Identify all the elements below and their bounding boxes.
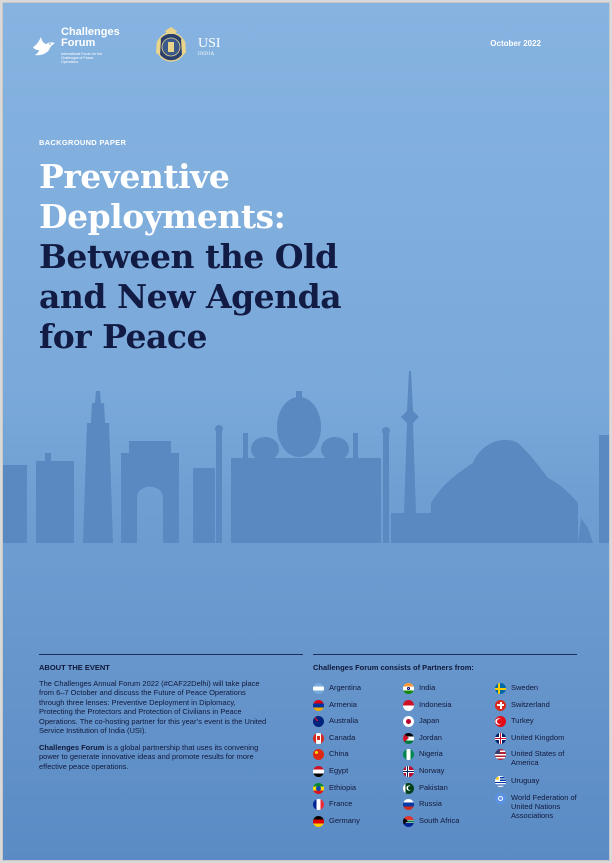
partner-name: United Kingdom xyxy=(511,732,565,742)
jordan-flag-icon xyxy=(403,733,414,744)
partner-name: Egypt xyxy=(329,765,349,775)
delhi-skyline-illustration xyxy=(3,363,610,543)
japan-flag-icon xyxy=(403,716,414,727)
partner-name: Switzerland xyxy=(511,699,550,709)
partner-name: India xyxy=(419,683,436,692)
challenges-forum-logo xyxy=(31,27,120,65)
partner-name: Turkey xyxy=(511,716,534,726)
usi-wordmark xyxy=(198,37,221,57)
page-title xyxy=(39,157,341,357)
cover-page xyxy=(2,2,610,861)
partner-item xyxy=(403,683,459,700)
partners-column xyxy=(495,683,577,829)
cf-name-line1: Challenges xyxy=(61,26,120,38)
partner-item xyxy=(495,716,577,733)
title-line: Deployments: xyxy=(39,197,286,236)
about-heading: ABOUT THE EVENT xyxy=(39,663,110,672)
about-divider xyxy=(39,654,303,655)
about-paragraph: The Challenges Annual Forum 2022 (#CAF22Delhi) will take place from 6–7 October and discuss the Future of Peace Operations through three lenses: Preventive Deployment in Diplomacy, Protecting the Protectors and Protection of Civilians in Peace Operations. The co-hosting partner for this year’s event is the United Service Institution of India (USI). xyxy=(39,679,267,736)
france-flag-icon xyxy=(313,799,324,810)
china-flag-icon xyxy=(313,749,324,760)
partner-item xyxy=(313,783,361,800)
cf-tagline: International Forum for the Challenges of Peace Operations xyxy=(61,52,103,65)
partner-item xyxy=(495,749,577,776)
partner-item xyxy=(403,816,459,833)
partner-item xyxy=(403,749,459,766)
partner-name: Pakistan xyxy=(419,782,448,792)
partners-heading: Challenges Forum consists of Partners from: xyxy=(313,663,474,672)
indonesia-flag-icon xyxy=(403,700,414,711)
norway-flag-icon xyxy=(403,766,414,777)
document-type-label: BACKGROUND PAPER xyxy=(39,138,127,147)
partner-item xyxy=(313,766,361,783)
partners-column xyxy=(403,683,459,832)
usi-emblem-icon xyxy=(151,25,191,65)
cf-name-line2: Forum xyxy=(61,37,96,49)
partner-name: South Africa xyxy=(419,815,460,825)
partner-name: Uruguay xyxy=(511,776,540,786)
partner-name: Norway xyxy=(419,765,445,775)
usa-flag-icon xyxy=(495,749,506,760)
title-line: and New Agenda xyxy=(39,277,342,316)
partner-item xyxy=(313,733,361,750)
partners-divider xyxy=(313,654,577,655)
partner-name: Russia xyxy=(419,799,442,809)
partner-item xyxy=(403,733,459,750)
partner-item xyxy=(403,783,459,800)
dove-icon xyxy=(31,33,57,59)
partner-name: Indonesia xyxy=(419,699,452,709)
about-org-description: is a global partnership that uses its convening power to generate innovative ideas and promote results for more effective peace operations. xyxy=(39,743,259,771)
partner-name: World Federation of United Nations Associations xyxy=(511,792,577,820)
partner-item xyxy=(403,799,459,816)
pakistan-flag-icon xyxy=(403,783,414,794)
partner-item xyxy=(403,700,459,717)
partner-name: China xyxy=(329,749,349,759)
india-flag-icon xyxy=(403,683,414,694)
partner-item xyxy=(313,799,361,816)
publication-date: October 2022 xyxy=(490,39,541,48)
russia-flag-icon xyxy=(403,799,414,810)
partner-name: Canada xyxy=(329,732,356,742)
partner-item xyxy=(495,793,577,829)
partner-name: Jordan xyxy=(419,732,442,742)
wfuna-logo-icon xyxy=(495,793,506,804)
turkey-flag-icon xyxy=(495,716,506,727)
armenia-flag-icon xyxy=(313,700,324,711)
partner-name: Argentina xyxy=(329,683,362,692)
usi-sub-text: INDIA xyxy=(198,52,215,57)
partner-item xyxy=(313,716,361,733)
partner-item xyxy=(403,766,459,783)
partner-name: Japan xyxy=(419,716,440,726)
ethiopia-flag-icon xyxy=(313,783,324,794)
egypt-flag-icon xyxy=(313,766,324,777)
nigeria-flag-icon xyxy=(403,749,414,760)
partner-item xyxy=(313,683,361,700)
partner-name: Armenia xyxy=(329,699,357,709)
about-org-name: Challenges Forum xyxy=(39,743,105,752)
partner-item xyxy=(313,700,361,717)
partners-column xyxy=(313,683,361,832)
partner-item xyxy=(495,776,577,793)
partner-name: France xyxy=(329,799,353,809)
south-africa-flag-icon xyxy=(403,816,414,827)
switzerland-flag-icon xyxy=(495,700,506,711)
partner-name: Sweden xyxy=(511,683,539,692)
partner-item xyxy=(495,733,577,750)
title-line: Between the Old xyxy=(39,237,338,276)
germany-flag-icon xyxy=(313,816,324,827)
partner-item xyxy=(495,700,577,717)
about-paragraph xyxy=(39,743,271,771)
partner-name: Ethiopia xyxy=(329,782,357,792)
australia-flag-icon xyxy=(313,716,324,727)
argentina-flag-icon xyxy=(313,683,324,694)
title-line: for Peace xyxy=(39,317,207,356)
united-kingdom-flag-icon xyxy=(495,733,506,744)
partner-item xyxy=(495,683,577,700)
usi-main-text: USI xyxy=(198,36,221,51)
partner-item xyxy=(313,816,361,833)
uruguay-flag-icon xyxy=(495,776,506,787)
sweden-flag-icon xyxy=(495,683,506,694)
partner-name: Australia xyxy=(329,716,359,726)
partner-name: United States of America xyxy=(511,749,565,768)
partner-name: Germany xyxy=(329,815,360,825)
partner-item xyxy=(403,716,459,733)
canada-flag-icon xyxy=(313,733,324,744)
partner-item xyxy=(313,749,361,766)
title-line: Preventive xyxy=(39,157,230,196)
partner-name: Nigeria xyxy=(419,749,443,759)
